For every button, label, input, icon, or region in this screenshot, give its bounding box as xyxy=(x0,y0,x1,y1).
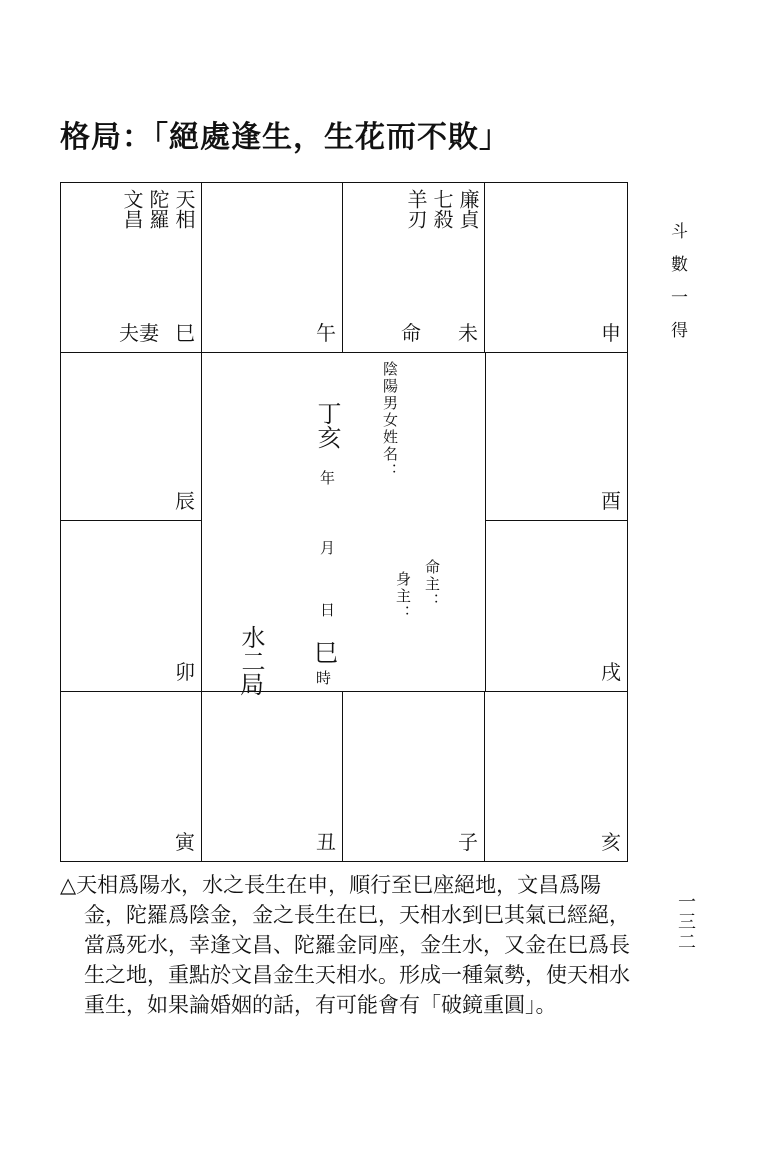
palace-name-fuqi: 夫妻 xyxy=(119,321,159,345)
shen-zhu-label: 身主： xyxy=(394,571,412,622)
star-lianzhen: 廉貞 xyxy=(456,189,480,229)
branch-yin: 寅 xyxy=(175,830,195,854)
page-title: 格局：「絕處逢生，生花而不敗」 xyxy=(60,120,510,155)
star-tuoluo: 陀羅 xyxy=(146,189,170,229)
star-qisha: 七殺 xyxy=(430,189,454,229)
palace-xu xyxy=(485,521,627,692)
star-wenchang: 文昌 xyxy=(120,189,144,229)
branch-mao: 卯 xyxy=(175,660,195,684)
palace-shen xyxy=(485,183,627,353)
ju-label-bottom: 局 xyxy=(240,671,264,699)
year-stem: 丁亥 xyxy=(313,401,341,449)
palace-yin xyxy=(61,692,202,861)
branch-chou: 丑 xyxy=(316,830,336,854)
palace-wu xyxy=(202,183,343,353)
branch-you: 酉 xyxy=(601,489,621,513)
running-title: 斗數一得 xyxy=(667,222,687,354)
star-yangren: 羊刃 xyxy=(404,189,428,229)
ming-zhu-label: 命主： xyxy=(423,559,441,610)
branch-zi: 子 xyxy=(458,830,478,854)
branch-chen: 辰 xyxy=(175,489,195,513)
palace-mao xyxy=(61,521,202,692)
palace-zi xyxy=(343,692,485,861)
branch-hai: 亥 xyxy=(601,830,621,854)
chart-center xyxy=(202,353,485,699)
astrology-chart xyxy=(60,182,628,862)
branch-wu: 午 xyxy=(316,321,336,345)
hour-branch: 巳 xyxy=(314,639,338,667)
palace-name-ming: 命 xyxy=(401,321,421,345)
branch-si: 巳 xyxy=(175,321,195,345)
branch-shen: 申 xyxy=(601,321,621,345)
day-label: 日 xyxy=(320,601,336,619)
palace-si xyxy=(61,183,202,353)
ju-label-top: 水二 xyxy=(237,625,265,673)
palace-wei xyxy=(343,183,485,353)
palace-hai xyxy=(485,692,627,861)
gender-name-label: 陰陽男女姓名： xyxy=(381,361,399,480)
branch-wei: 未 xyxy=(458,321,478,345)
paragraph-text: △天相爲陽水，水之長生在申，順行至巳座絕地，文昌爲陽金，陀羅爲陰金，金之長生在巳，天相水到巳其氣已經絕，當爲死水，幸逢文昌、陀羅金同座，金生水，又金在巳爲長生之地，重點於文昌金生天相水。形成一種氣勢，使天相水重生，如果論婚姻的話，有可能會有「破鏡重圓」。 xyxy=(60,873,630,1017)
palace-chen xyxy=(61,353,202,521)
explanation-paragraph xyxy=(60,870,640,1020)
page-number: 一三二 xyxy=(675,892,696,952)
palace-you xyxy=(485,353,627,521)
hour-label: 時 xyxy=(316,669,332,687)
year-label: 年 xyxy=(320,469,336,487)
branch-xu: 戌 xyxy=(601,660,621,684)
star-tianxiang: 天相 xyxy=(172,189,196,229)
palace-chou xyxy=(202,692,343,861)
month-label: 月 xyxy=(320,539,336,557)
